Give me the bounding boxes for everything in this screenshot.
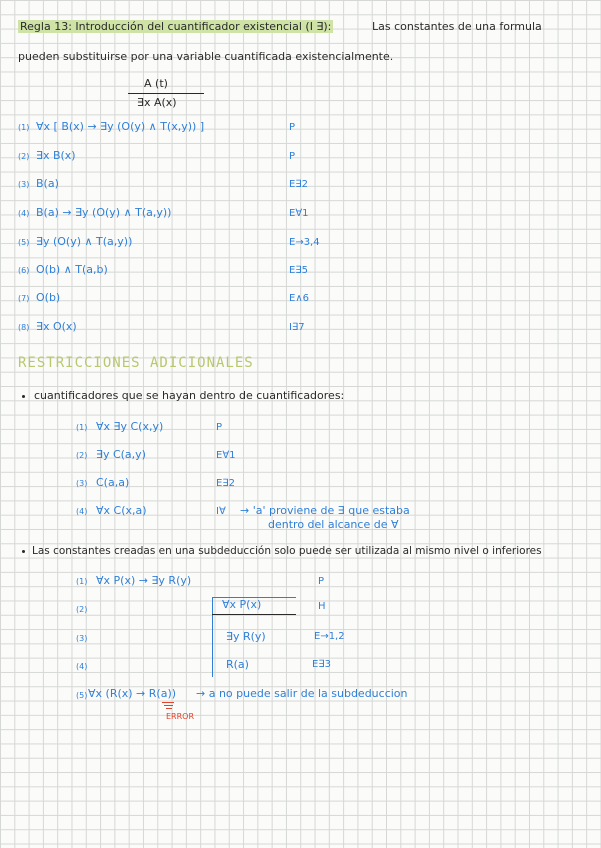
bullet-point <box>22 395 25 398</box>
bullet-text: Las constantes creadas en una subdeducción solo puede ser utilizada al mismo nivel o inferiores <box>32 545 542 557</box>
subdeduction-bracket-vertical <box>212 597 213 677</box>
proof-line-number: (3) <box>18 180 30 189</box>
rule-text-line2: pueden substituirse por una variable cuantificada existencialmente. <box>18 50 394 63</box>
proof-line-formula: ∀x (R(x) → R(a)) <box>88 687 177 700</box>
proof-line-formula: ∃x B(x) <box>36 149 76 162</box>
bullet-point <box>22 550 25 553</box>
proof-line-formula: ∃y R(y) <box>226 630 266 643</box>
proof-line-formula: ∃x O(x) <box>36 320 77 333</box>
proof-line-formula: ∃y C(a,y) <box>96 448 146 461</box>
proof-line-formula: ∀x [ B(x) → ∃y (O(y) ∧ T(x,y)) ] <box>36 120 205 133</box>
proof-line-number: (2) <box>18 152 30 161</box>
proof-line-justification: E∃5 <box>289 265 308 276</box>
proof-line-number: (3) <box>76 634 88 643</box>
proof-line-number: (6) <box>18 266 30 275</box>
proof-line-justification: E∧6 <box>289 293 309 304</box>
proof-line-formula: R(a) <box>226 658 249 671</box>
annotation-note: dentro del alcance de ∀ <box>268 518 399 531</box>
proof-line-number: (1) <box>76 423 88 432</box>
proof-line-justification: E∀1 <box>289 208 309 219</box>
rule-fraction-bar <box>128 93 204 94</box>
proof-line-number: (7) <box>18 294 30 303</box>
proof-line-number: (4) <box>76 507 88 516</box>
proof-line-number: (1) <box>76 577 88 586</box>
rule-conclusion: ∃x A(x) <box>137 96 177 109</box>
bullet-text: cuantificadores que se hayan dentro de cuantificadores: <box>34 389 345 402</box>
proof-line-justification: I∃7 <box>289 322 305 333</box>
proof-line-justification: E→1,2 <box>314 631 345 642</box>
error-mark-line <box>162 702 174 703</box>
proof-line-formula: ∀x P(x) → ∃y R(y) <box>96 574 192 587</box>
proof-line-number: (2) <box>76 605 88 614</box>
proof-line-formula: O(b) ∧ T(a,b) <box>36 263 108 276</box>
error-mark-line <box>166 708 172 709</box>
proof-line-number: (5) <box>76 691 88 700</box>
proof-line-number: (1) <box>18 123 30 132</box>
section-heading: RESTRICCIONES ADICIONALES <box>18 355 254 371</box>
proof-line-number: (4) <box>76 662 88 671</box>
proof-line-justification: E∃2 <box>216 478 235 489</box>
proof-line-justification: E∃3 <box>312 659 331 670</box>
proof-line-formula: ∃y (O(y) ∧ T(a,y)) <box>36 235 133 248</box>
proof-line-number: (2) <box>76 451 88 460</box>
proof-line-formula: B(a) <box>36 177 59 190</box>
annotation-note: → a no puede salir de la subdeduccion <box>196 687 408 700</box>
proof-line-justification: E∃2 <box>289 179 308 190</box>
error-mark-line <box>164 705 173 706</box>
proof-line-number: (5) <box>18 238 30 247</box>
hypothesis-underline <box>212 614 296 615</box>
proof-line-justification: E∀1 <box>216 450 236 461</box>
proof-line-justification: P <box>289 122 296 133</box>
proof-line-justification: H <box>318 601 326 612</box>
proof-line-formula: ∀x P(x) <box>222 598 262 611</box>
proof-line-number: (3) <box>76 479 88 488</box>
proof-line-justification: P <box>216 422 223 433</box>
rule-text-line1: Las constantes de una formula <box>372 20 542 33</box>
proof-line-justification: P <box>318 576 325 587</box>
proof-line-formula: C(a,a) <box>96 476 130 489</box>
annotation-note: → 'a' proviene de ∃ que estaba <box>240 504 410 517</box>
rule-title: Regla 13: Introducción del cuantificador existencial (I ∃): <box>20 20 332 33</box>
proof-line-number: (4) <box>18 209 30 218</box>
proof-line-formula: ∀x ∃y C(x,y) <box>96 420 164 433</box>
proof-line-formula: O(b) <box>36 291 61 304</box>
proof-line-formula: ∀x C(x,a) <box>96 504 147 517</box>
proof-line-justification: P <box>289 151 296 162</box>
proof-line-justification: E→3,4 <box>289 237 320 248</box>
proof-line-justification: I∀ <box>216 506 226 517</box>
proof-line-number: (8) <box>18 323 30 332</box>
proof-line-formula: B(a) → ∃y (O(y) ∧ T(a,y)) <box>36 206 172 219</box>
error-label: ERROR <box>166 712 195 721</box>
rule-premise: A (t) <box>144 77 168 90</box>
